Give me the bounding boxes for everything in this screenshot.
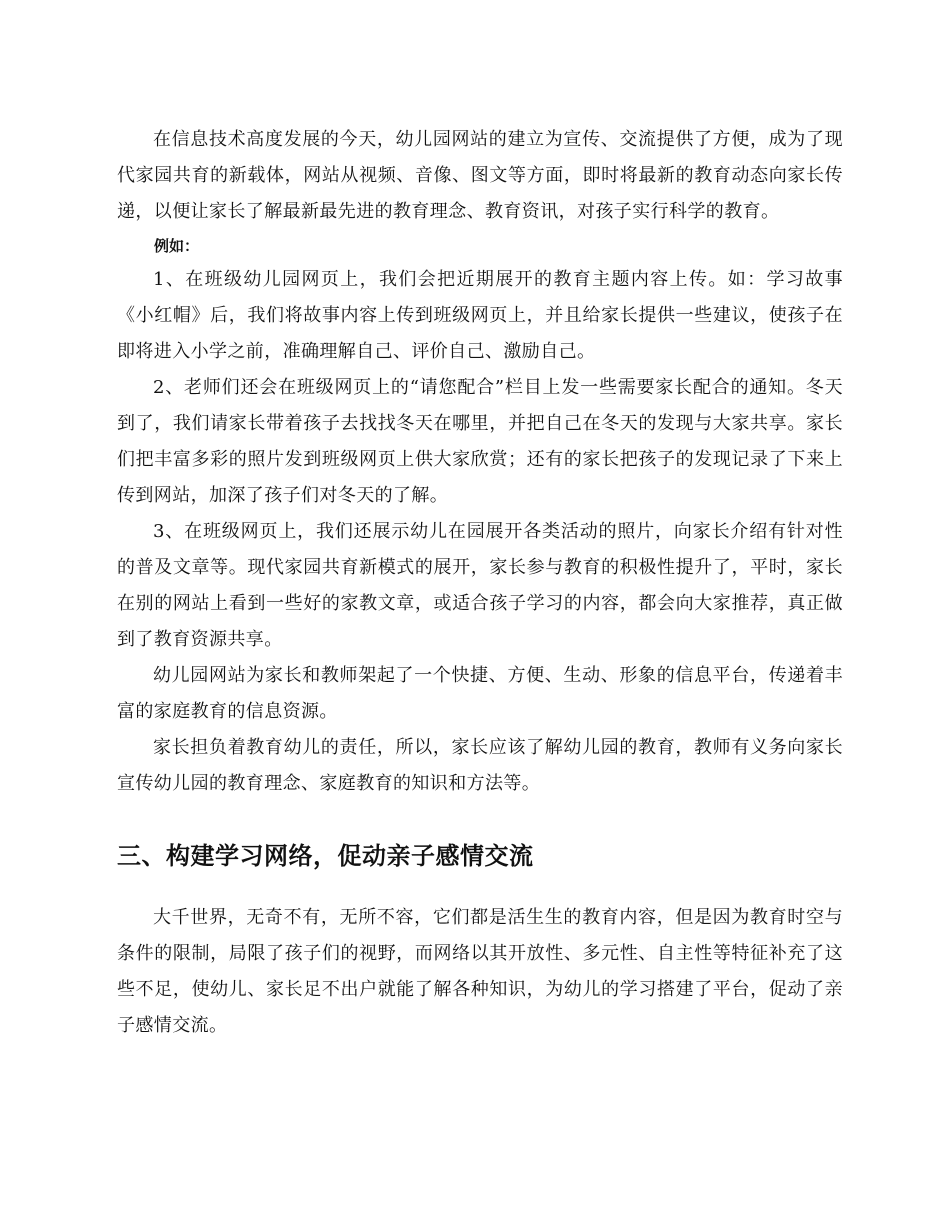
document-page	[117, 122, 843, 1044]
example-item-2: 2、老师们还会在班级网页上的“请您配合”栏目上发一些需要家长配合的通知。冬天到了，我们请家长带着孩子去找找冬天在哪里，并把自己在冬天的发现与大家共享。家长们把丰富多彩的照片发到班级网页上供大家欣赏；还有的家长把孩子的发现记录了下来上传到网站，加深了孩子们对冬天的了解。	[117, 377, 843, 506]
example-item-3: 3、在班级网页上，我们还展示幼儿在园展开各类活动的照片，向家长介绍有针对性的普及文章等。现代家园共育新模式的展开，家长参与教育的积极性提升了，平时，家长在别的网站上看到一些好的家教文章，或适合孩子学习的内容，都会向大家推荐，真正做到了教育资源共享。	[117, 521, 843, 650]
summary-paragraph-2: 家长担负着教育幼儿的责任，所以，家长应该了解幼儿园的教育，教师有义务向家长宣传幼儿园的教育理念、家庭教育的知识和方法等。	[117, 737, 843, 794]
example-item-1: 1、在班级幼儿园网页上，我们会把近期展开的教育主题内容上传。如：学习故事《小红帽》后，我们将故事内容上传到班级网页上，并且给家长提供一些建议，使孩子在即将进入小学之前，准确理解自己、评价自己、激励自己。	[117, 269, 843, 362]
intro-paragraph: 在信息技术高度发展的今天，幼儿园网站的建立为宣传、交流提供了方便，成为了现代家园共育的新载体，网站从视频、音像、图文等方面，即时将最新的教育动态向家长传递，以便让家长了解最新最先进的教育理念、教育资讯，对孩子实行科学的教育。	[117, 129, 843, 222]
section-paragraph: 大千世界，无奇不有，无所不容，它们都是活生生的教育内容，但是因为教育时空与条件的限制，局限了孩子们的视野，而网络以其开放性、多元性、自主性等特征补充了这些不足，使幼儿、家长足不出户就能了解各种知识，为幼儿的学习搭建了平台，促动了亲子感情交流。	[117, 907, 843, 1036]
example-label: 例如：	[154, 237, 200, 255]
summary-paragraph-1: 幼儿园网站为家长和教师架起了一个快捷、方便、生动、形象的信息平台，传递着丰富的家庭教育的信息资源。	[117, 665, 843, 722]
section-heading: 三、构建学习网络，促动亲子感情交流	[117, 842, 534, 870]
